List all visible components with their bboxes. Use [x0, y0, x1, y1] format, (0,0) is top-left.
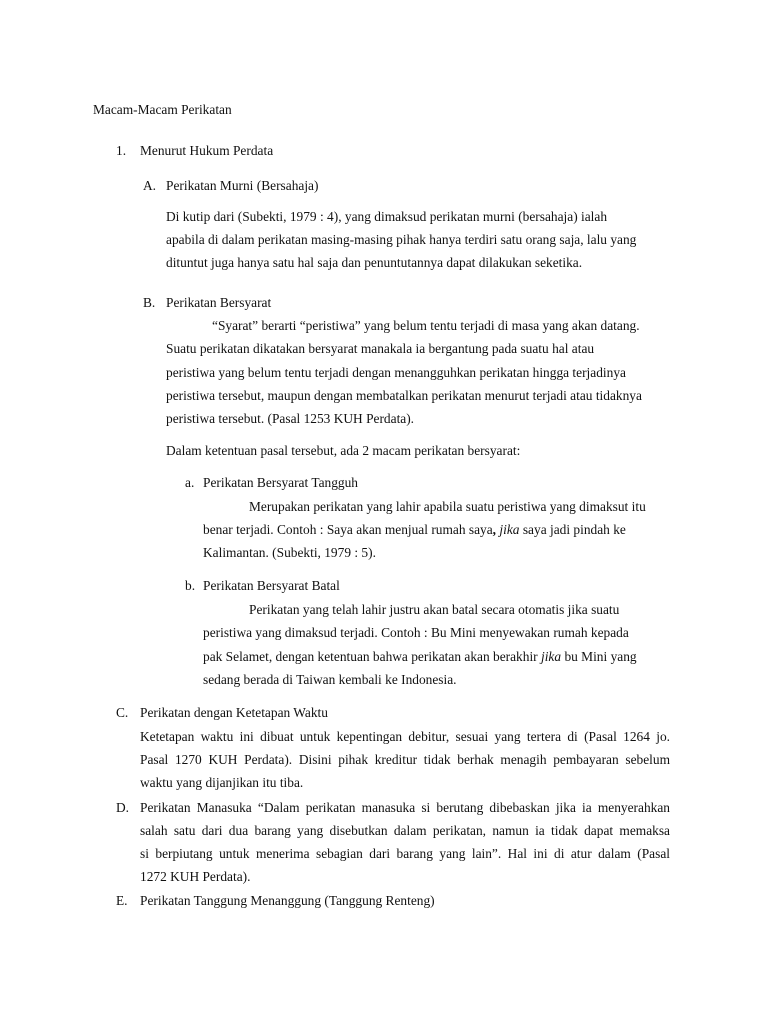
item-d-line-2: salah satu dari dua barang yang disebutkan dalam perikatan, namun ia tidak dapat memaksa — [140, 823, 670, 838]
italic-jika: jika — [540, 649, 562, 664]
bold-comma: , — [492, 522, 497, 537]
subitem-a-line-1: Merupakan perikatan yang lahir apabila suatu peristiwa yang dimaksut itu — [249, 499, 646, 514]
item-a-line-3: dituntut juga hanya satu hal saja dan penuntutannya dapat dilakukan seketika. — [166, 255, 583, 270]
item-d-line-1: Perikatan Manasuka “Dalam perikatan manasuka si berutang dibebaskan jika ia menyerahkan — [140, 800, 670, 815]
subitem-a-line-2-end: saya jadi pindah ke — [522, 522, 626, 537]
item-a-heading: Perikatan Murni (Bersahaja) — [166, 178, 319, 193]
item-e-marker: E. — [116, 893, 128, 908]
document-title: Macam-Macam Perikatan — [93, 102, 232, 117]
section-1-marker: 1. — [116, 143, 127, 158]
subitem-b-line-3-start: pak Selamet, dengan ketentuan bahwa perikatan akan berakhir — [203, 649, 538, 664]
item-d-line-3: si berpiutang untuk menerima sebagian dari barang yang lain”. Hal ini di atur dalam (Pasal — [140, 846, 670, 861]
section-1-heading: Menurut Hukum Perdata — [140, 143, 274, 158]
subitem-b-line-3 — [203, 648, 637, 666]
subitem-b-heading: Perikatan Bersyarat Batal — [203, 578, 340, 593]
subitem-a-marker: a. — [185, 475, 195, 490]
item-a-line-1: Di kutip dari (Subekti, 1979 : 4), yang dimaksud perikatan murni (bersahaja) ialah — [166, 209, 608, 224]
subitem-b-line-1: Perikatan yang telah lahir justru akan batal secara otomatis jika suatu — [249, 602, 620, 617]
item-b-line-3: peristiwa yang belum tentu terjadi dengan menangguhkan perikatan hingga terjadinya — [166, 365, 626, 380]
item-d-line-4: 1272 KUH Perdata). — [140, 869, 251, 884]
item-d-marker: D. — [116, 800, 130, 815]
item-b-intro: Dalam ketentuan pasal tersebut, ada 2 macam perikatan bersyarat: — [166, 443, 521, 458]
item-b-line-1: “Syarat” berarti “peristiwa” yang belum tentu terjadi di masa yang akan datang. — [212, 318, 640, 333]
subitem-b-line-3-end: bu Mini yang — [564, 649, 637, 664]
item-b-heading: Perikatan Bersyarat — [166, 295, 272, 310]
subitem-b-line-2: peristiwa yang dimaksud terjadi. Contoh : Bu Mini menyewakan rumah kepada — [203, 625, 629, 640]
item-c-heading: Perikatan dengan Ketetapan Waktu — [140, 705, 328, 720]
item-b-marker: B. — [143, 295, 156, 310]
item-c-marker: C. — [116, 705, 129, 720]
item-c-line-3: waktu yang dijanjikan itu tiba. — [140, 775, 304, 790]
subitem-a-line-3: Kalimantan. (Subekti, 1979 : 5). — [203, 545, 376, 560]
item-e-heading: Perikatan Tanggung Menanggung (Tanggung Renteng) — [140, 893, 435, 908]
item-a-line-2: apabila di dalam perikatan masing-masing pihak hanya terdiri satu orang saja, lalu yang — [166, 232, 637, 247]
item-b-line-5: peristiwa tersebut. (Pasal 1253 KUH Perdata). — [166, 411, 415, 426]
item-c-line-1: Ketetapan waktu ini dibuat untuk kepentingan debitur, sesuai yang tertera di (Pasal 1264 jo. — [140, 729, 670, 744]
item-b-line-4: peristiwa tersebut, maupun dengan membatalkan perikatan menurut terjadi atau tidaknya — [166, 388, 642, 403]
item-b-line-2: Suatu perikatan dikatakan bersyarat manakala ia bergantung pada suatu hal atau — [166, 341, 595, 356]
item-c-line-2: Pasal 1270 KUH Perdata). Disini pihak kreditur tidak berhak menagih pembayaran sebelum — [140, 752, 670, 767]
subitem-a-line-2-start: benar terjadi. Contoh : Saya akan menjual rumah saya — [203, 522, 493, 537]
item-a-marker: A. — [143, 178, 157, 193]
subitem-b-line-4: sedang berada di Taiwan kembali ke Indonesia. — [203, 672, 457, 687]
italic-jika: jika — [499, 522, 520, 537]
subitem-b-marker: b. — [185, 578, 196, 593]
subitem-a-heading: Perikatan Bersyarat Tangguh — [203, 475, 358, 490]
subitem-a-line-2 — [203, 521, 626, 539]
